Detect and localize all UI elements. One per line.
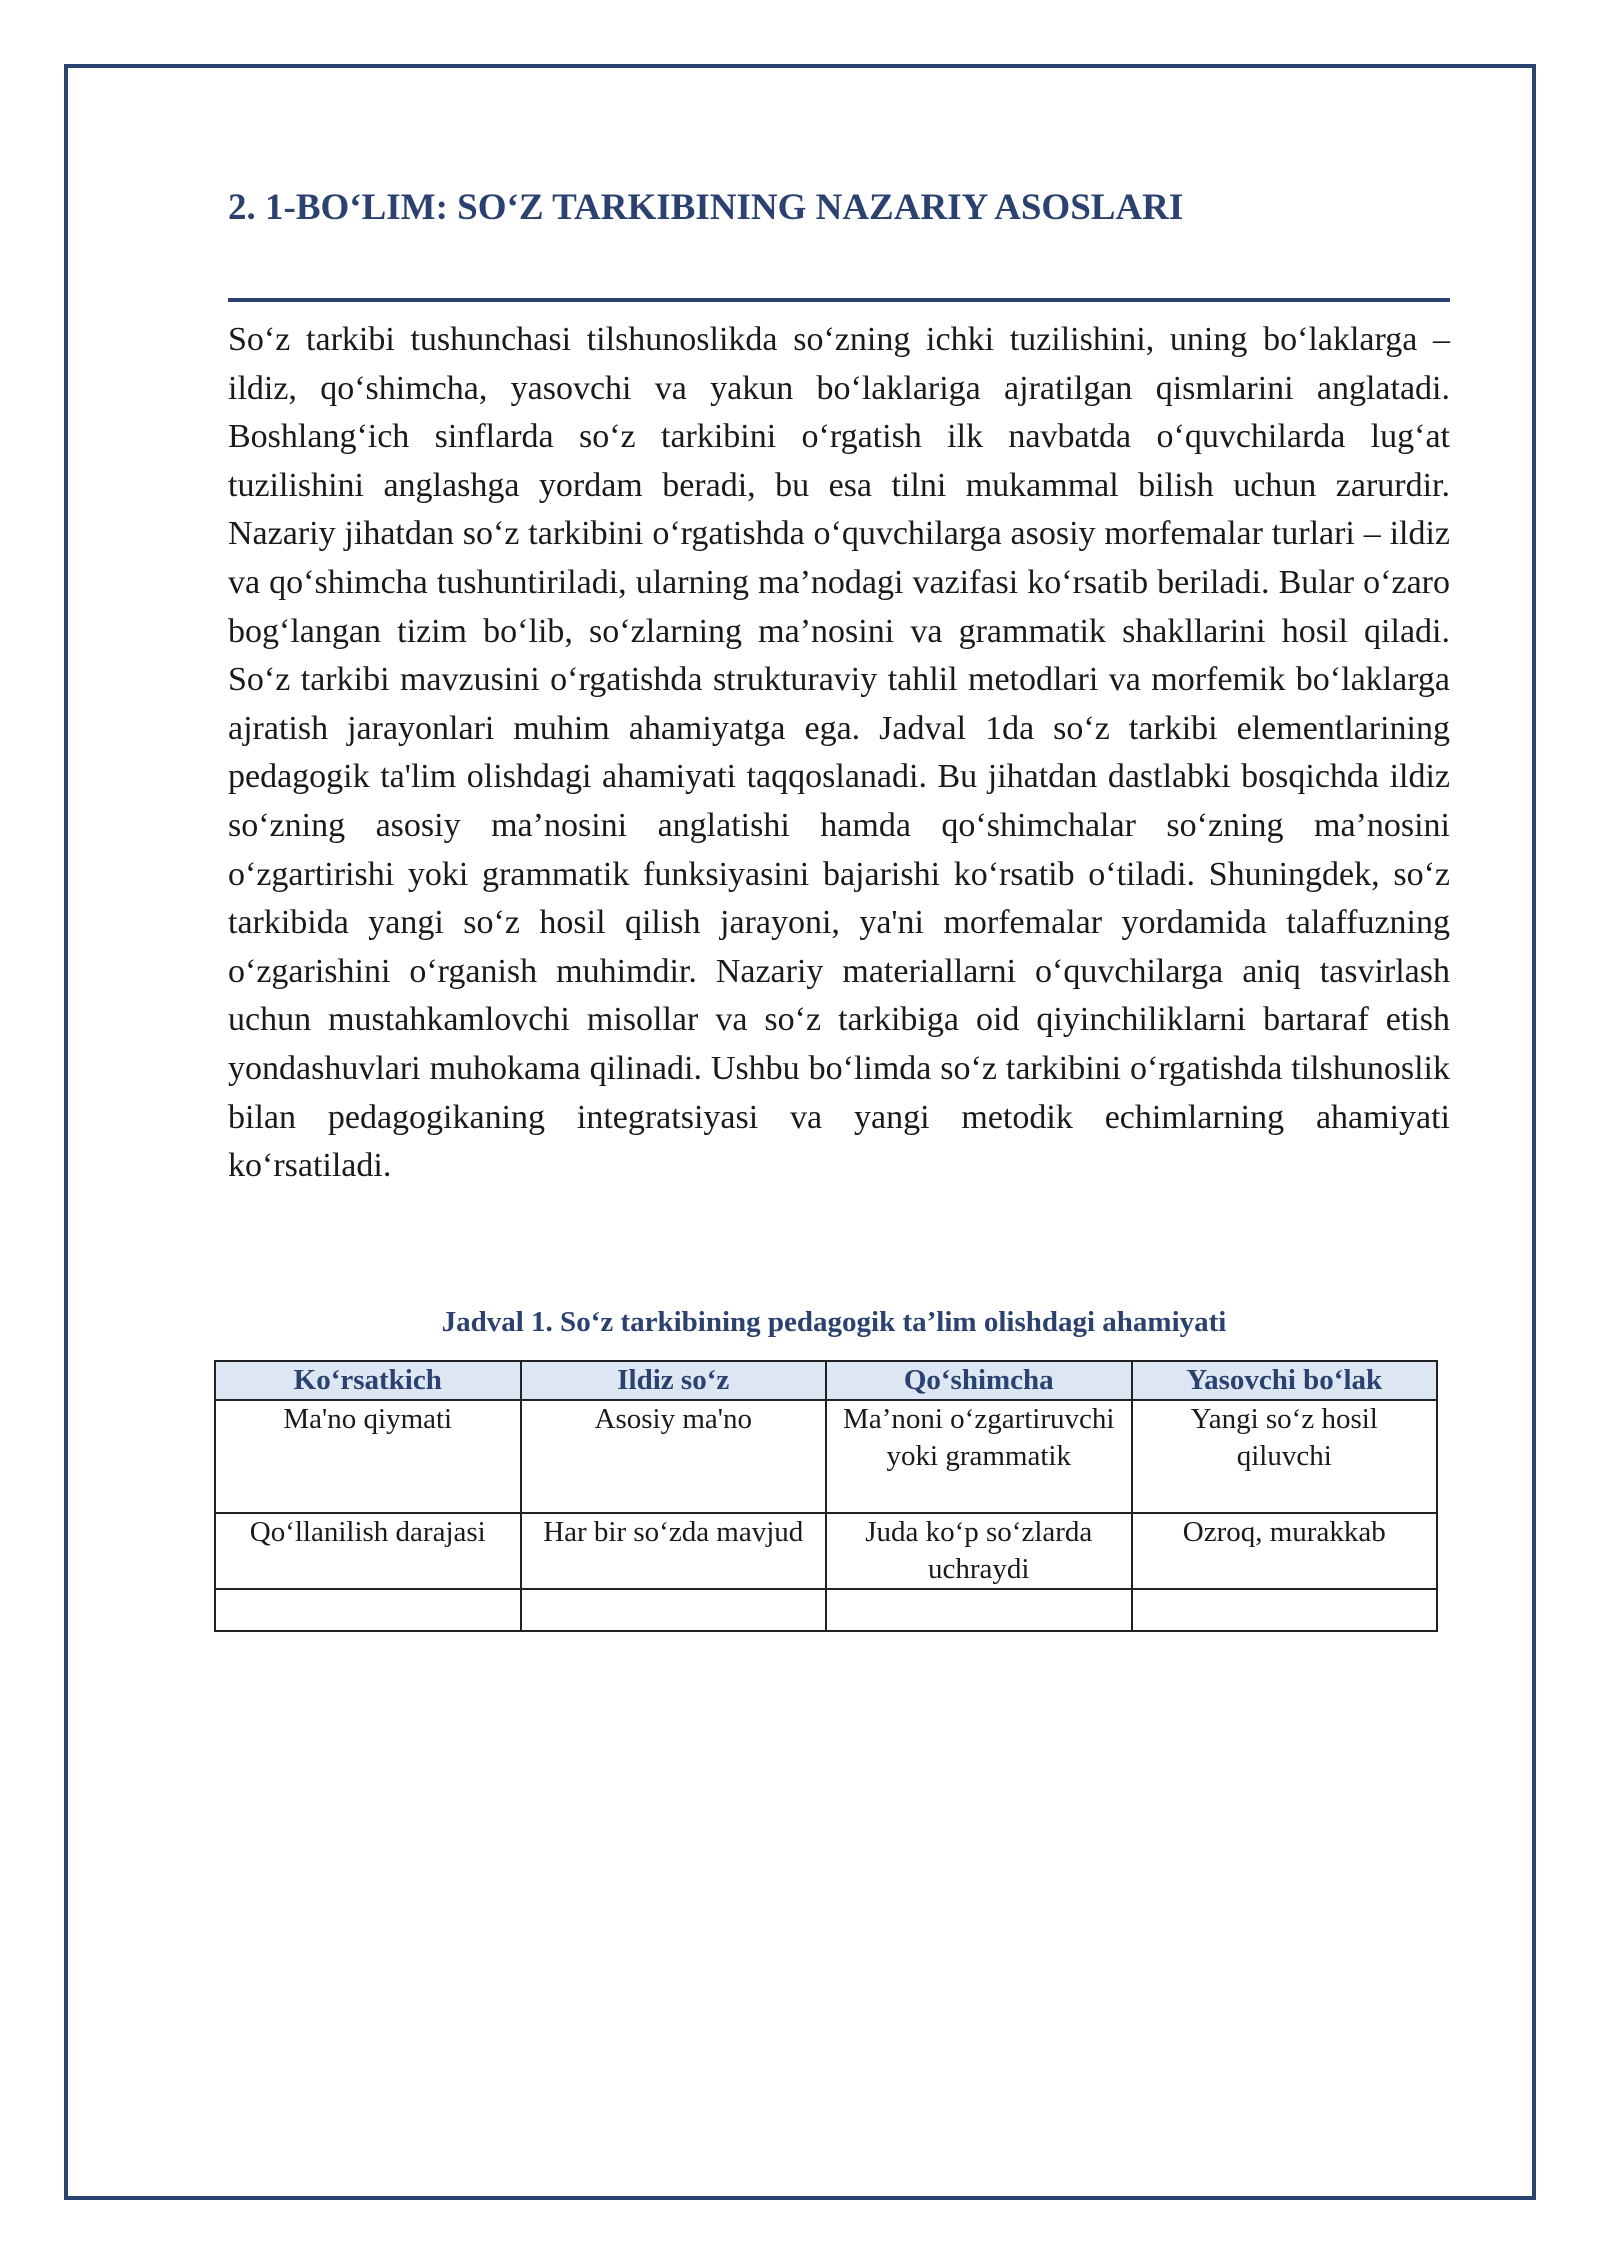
table-header-row xyxy=(215,1361,1437,1400)
table-cell: Ma’noni o‘zgartiruvchi yoki grammatik xyxy=(826,1400,1132,1513)
table-cell xyxy=(215,1589,521,1631)
table-cell: Juda ko‘p so‘zlarda uchraydi xyxy=(826,1513,1132,1589)
heading-divider xyxy=(228,298,1450,302)
table-header-cell: Ildiz so‘z xyxy=(521,1361,827,1400)
body-paragraph: So‘z tarkibi tushunchasi tilshunoslikda so‘zning ichki tuzilishini, uning bo‘laklarga – ildiz, qo‘shimcha, yasovchi va yakun bo‘laklariga ajratilgan qismlarini anglatadi. Boshlang‘ich sinflarda so‘z tarkibini o‘rgatish ilk navbatda o‘quvchilarda lug‘at tuzilishini anglashga yordam beradi, bu esa tilni mukammal bilish uchun zarurdir. Nazariy jihatdan so‘z tarkibini o‘rgatishda o‘quvchilarga asosiy morfemalar turlari – ildiz va qo‘shimcha tushuntiriladi, ularning ma’nodagi vazifasi ko‘rsatib beriladi. Bular o‘zaro bog‘langan tizim bo‘lib, so‘zlarning ma’nosini va grammatik shakllarini hosil qiladi. So‘z tarkibi mavzusini o‘rgatishda strukturaviy tahlil metodlari va morfemik bo‘laklarga ajratish jarayonlari muhim ahamiyatga ega. Jadval 1da so‘z tarkibi elementlarining pedagogik ta'lim olishdagi ahamiyati taqqoslanadi. Bu jihatdan dastlabki bosqichda ildiz so‘zning asosiy ma’nosini anglatishi hamda qo‘shimchalar so‘zning ma’nosini o‘zgartirishi yoki grammatik funksiyasini bajarishi ko‘rsatib o‘tiladi. Shuningdek, so‘z tarkibida yangi so‘z hosil qilish jarayoni, ya'ni morfemalar yordamida talaffuzning o‘zgarishini o‘rganish muhimdir. Nazariy materiallarni o‘quvchilarga aniq tasvirlash uchun mustahkamlovchi misollar va so‘z tarkibiga oid qiyinchiliklarni bartaraf etish yondashuvlari muhokama qilinadi. Ushbu bo‘limda so‘z tarkibini o‘rgatishda tilshunoslik bilan pedagogikaning integratsiyasi va yangi metodik echimlarning ahamiyati ko‘rsatiladi. xyxy=(228,321,1450,1185)
table-header-cell: Yasovchi bo‘lak xyxy=(1132,1361,1438,1400)
table-cell xyxy=(1132,1589,1438,1631)
table-caption: Jadval 1. So‘z tarkibining pedagogik ta’lim olishdagi ahamiyati xyxy=(441,1306,1227,1338)
table-cell: Qo‘llanilish darajasi xyxy=(215,1513,521,1589)
table-row xyxy=(215,1513,1437,1589)
table-header-cell: Qo‘shimcha xyxy=(826,1361,1132,1400)
table-cell: Ozroq, murakkab xyxy=(1132,1513,1438,1589)
table-cell: Asosiy ma'no xyxy=(521,1400,827,1513)
table-row xyxy=(215,1400,1437,1513)
table-cell xyxy=(521,1589,827,1631)
table-cell xyxy=(826,1589,1132,1631)
comparison-table xyxy=(214,1360,1438,1632)
table-cell: Har bir so‘zda mavjud xyxy=(521,1513,827,1589)
table-cell: Yangi so‘z hosil qiluvchi xyxy=(1132,1400,1438,1513)
section-heading: 2. 1-BO‘LIM: SO‘Z TARKIBINING NAZARIY ASOSLARI xyxy=(228,187,1184,228)
table-row xyxy=(215,1589,1437,1631)
table-header-cell: Ko‘rsatkich xyxy=(215,1361,521,1400)
table-cell: Ma'no qiymati xyxy=(215,1400,521,1513)
